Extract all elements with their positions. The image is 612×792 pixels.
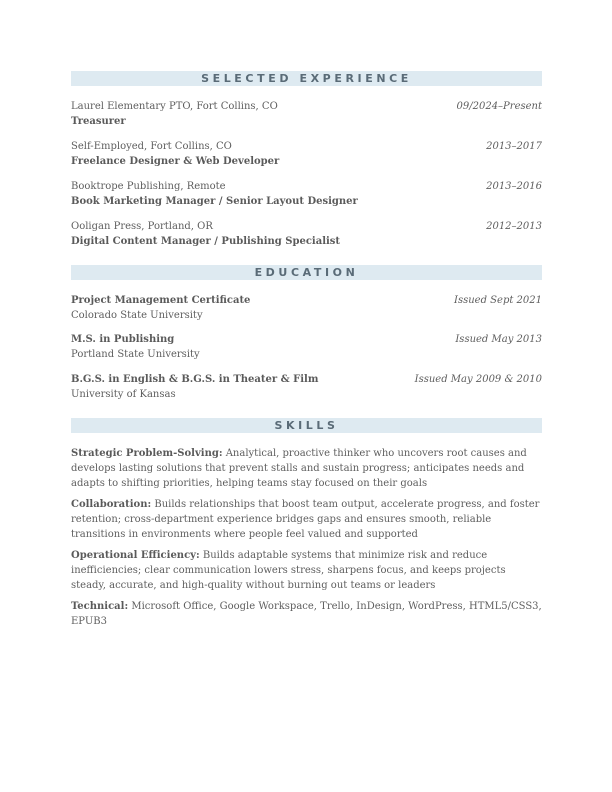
education-issued: Issued May 2009 & 2010 <box>414 374 542 385</box>
experience-org: Laurel Elementary PTO, Fort Collins, CO <box>71 101 278 112</box>
experience-org: Self-Employed, Fort Collins, CO <box>71 141 232 152</box>
skill-paragraph <box>71 446 542 491</box>
skill-label: Collaboration: <box>71 499 152 510</box>
education-school: Portland State University <box>71 349 200 360</box>
skill-text: Microsoft Office, Google Workspace, Trello, InDesign, WordPress, HTML5/CSS3, EPUB3 <box>71 601 542 627</box>
education-degree: Project Management Certificate <box>71 295 251 306</box>
skill-label: Strategic Problem-Solving: <box>71 448 223 459</box>
resume-content <box>71 71 542 629</box>
skill-paragraph <box>71 599 542 629</box>
experience-title: Freelance Designer & Web Developer <box>71 156 280 167</box>
experience-entry <box>71 140 542 169</box>
experience-dates: 2013–2016 <box>486 181 542 192</box>
education-issued: Issued May 2013 <box>455 334 542 345</box>
education-entry <box>71 373 542 402</box>
skill-text: Builds adaptable systems that minimize risk and reduce inefficiencies; clear communication lowers stress, sharpens focus, and keeps projects steady, accurate, and high-quality without burning out teams or leaders <box>71 550 506 591</box>
skills-heading: SKILLS <box>71 418 542 433</box>
education-entry <box>71 294 542 323</box>
skill-label: Operational Efficiency: <box>71 550 200 561</box>
education-school: University of Kansas <box>71 389 176 400</box>
experience-heading: SELECTED EXPERIENCE <box>71 71 542 86</box>
skill-paragraph <box>71 497 542 542</box>
skill-label: Technical: <box>71 601 129 612</box>
experience-title: Treasurer <box>71 116 126 127</box>
education-degree: B.G.S. in English & B.G.S. in Theater & Film <box>71 374 319 385</box>
experience-entry <box>71 180 542 209</box>
experience-entry <box>71 100 542 129</box>
education-degree: M.S. in Publishing <box>71 334 175 345</box>
education-issued: Issued Sept 2021 <box>454 295 542 306</box>
experience-title: Digital Content Manager / Publishing Specialist <box>71 236 341 247</box>
education-heading: EDUCATION <box>71 265 542 280</box>
experience-title: Book Marketing Manager / Senior Layout Designer <box>71 196 358 207</box>
experience-dates: 2012–2013 <box>486 221 542 232</box>
experience-dates: 09/2024–Present <box>456 101 542 112</box>
experience-org: Booktrope Publishing, Remote <box>71 181 226 192</box>
experience-dates: 2013–2017 <box>486 141 542 152</box>
education-entry <box>71 333 542 362</box>
skill-text: Builds relationships that boost team output, accelerate progress, and foster retention; cross-department experience bridges gaps and ensures smooth, reliable transitions in environments where people feel valued and supported <box>71 499 540 540</box>
experience-org: Ooligan Press, Portland, OR <box>71 221 213 232</box>
skill-text: Analytical, proactive thinker who uncovers root causes and develops lasting solutions that prevent stalls and sustain progress; anticipates needs and adapts to shifting priorities, helping teams stay focused on their goals <box>71 448 527 489</box>
education-school: Colorado State University <box>71 310 203 321</box>
skill-paragraph <box>71 548 542 593</box>
experience-entry <box>71 220 542 249</box>
